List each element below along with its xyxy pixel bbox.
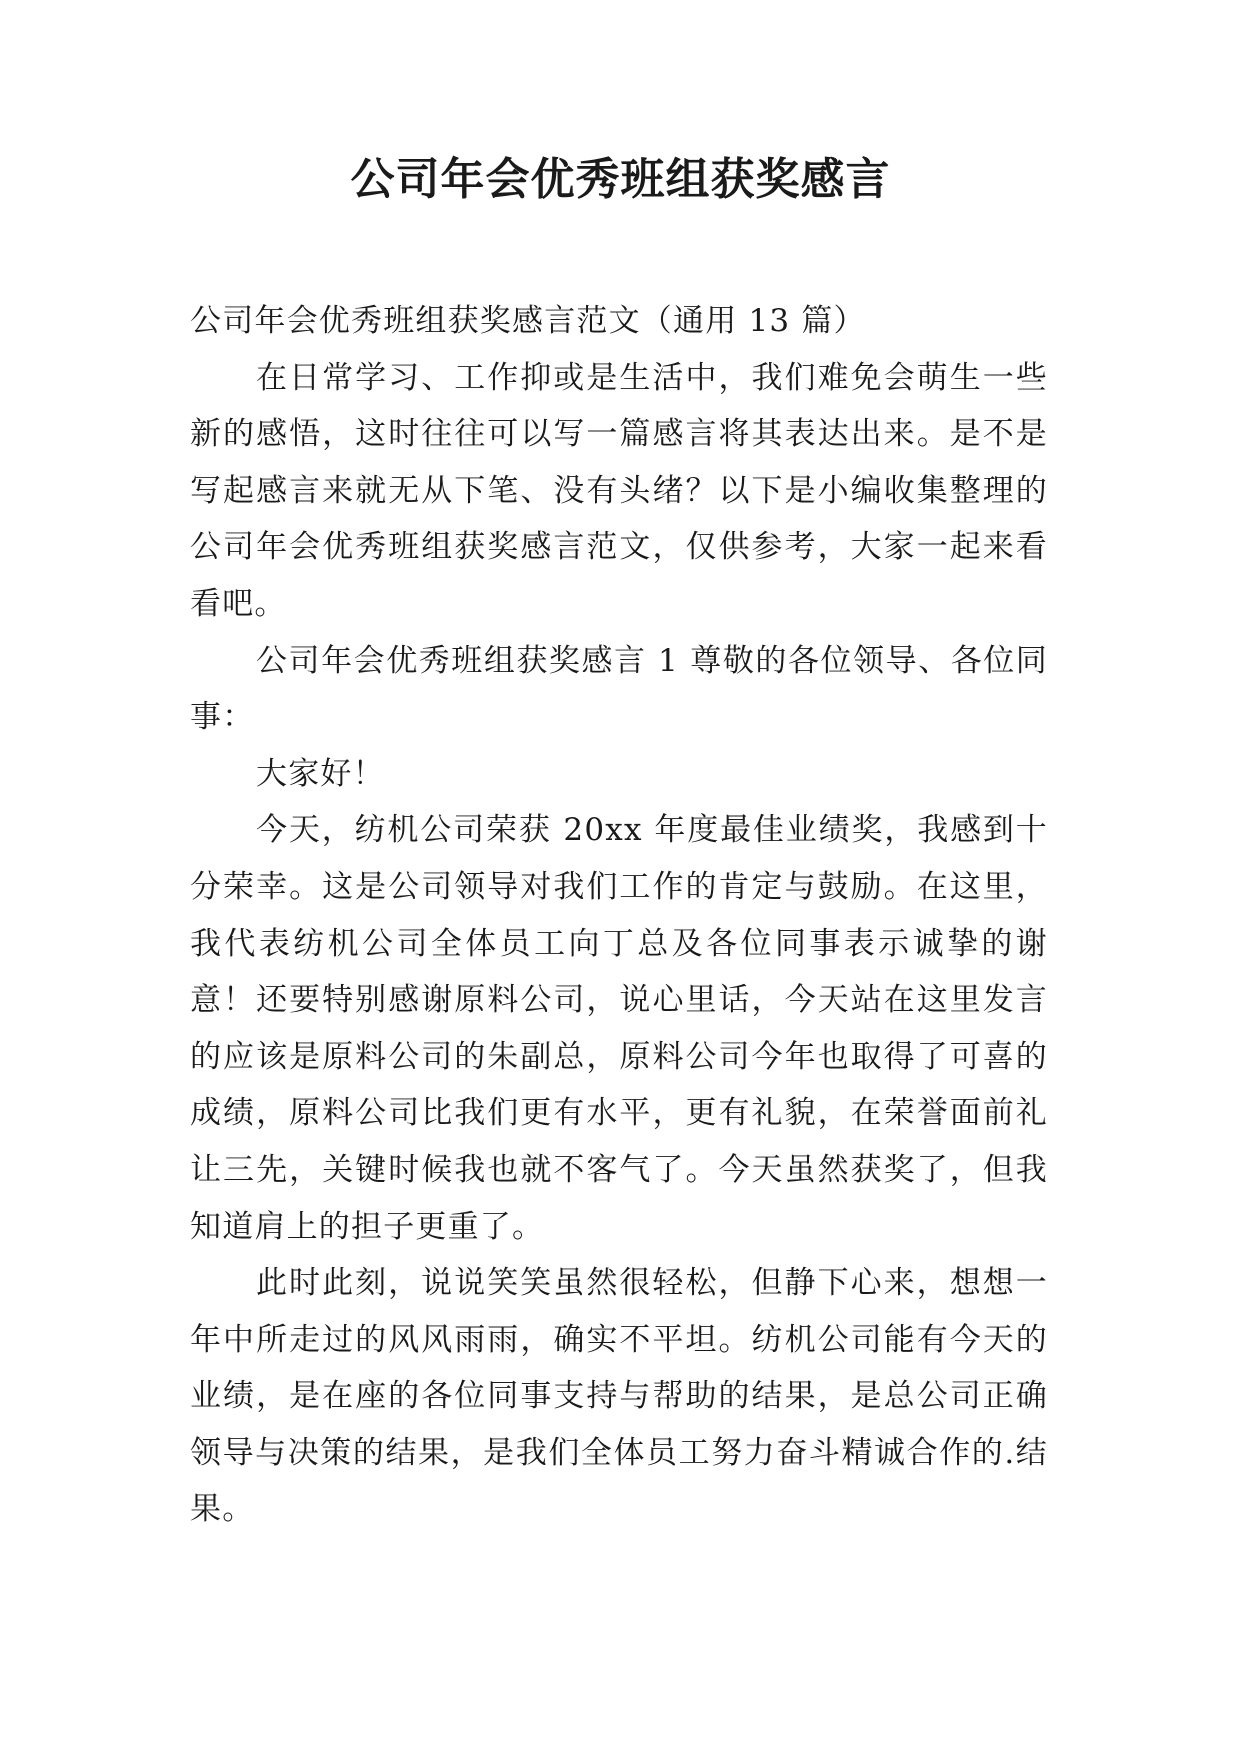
greeting-paragraph: 大家好！ <box>256 755 385 792</box>
speech-heading-paragraph: 公司年会优秀班组获奖感言 1 尊敬的各位领导、各位同事： <box>190 642 1048 736</box>
subtitle-paragraph: 公司年会优秀班组获奖感言范文（通用 13 篇） <box>190 303 866 339</box>
document-title: 公司年会优秀班组获奖感言 <box>350 154 891 205</box>
body-paragraph: 此时此刻，说说笑笑虽然很轻松，但静下心来，想想一年中所走过的风风雨雨，确实不平坦。纺机公司能有今天的业绩，是在座的各位同事支持与帮助的结果，是总公司正确领导与决策的结果，是我们全体员工努力奋斗精诚合作的.结果。 <box>190 1265 1048 1528</box>
document-body <box>190 293 1048 1538</box>
body-paragraph: 今天，纺机公司荣获 20xx 年度最佳业绩奖，我感到十分荣幸。这是公司领导对我们工作的肯定与鼓励。在这里，我代表纺机公司全体员工向丁总及各位同事表示诚挚的谢意！还要特别感谢原料公司，说心里话，今天站在这里发言的应该是原料公司的朱副总，原料公司今年也取得了可喜的成绩，原料公司比我们更有水平，更有礼貌，在荣誉面前礼让三先，关键时候我也就不客气了。今天虽然获奖了，但我知道肩上的担子更重了。 <box>190 812 1048 1245</box>
intro-paragraph: 在日常学习、工作抑或是生活中，我们难免会萌生一些新的感悟，这时往往可以写一篇感言将其表达出来。是不是写起感言来就无从下笔、没有头绪？以下是小编收集整理的公司年会优秀班组获奖感言范文，仅供参考，大家一起来看看吧。 <box>190 359 1048 622</box>
